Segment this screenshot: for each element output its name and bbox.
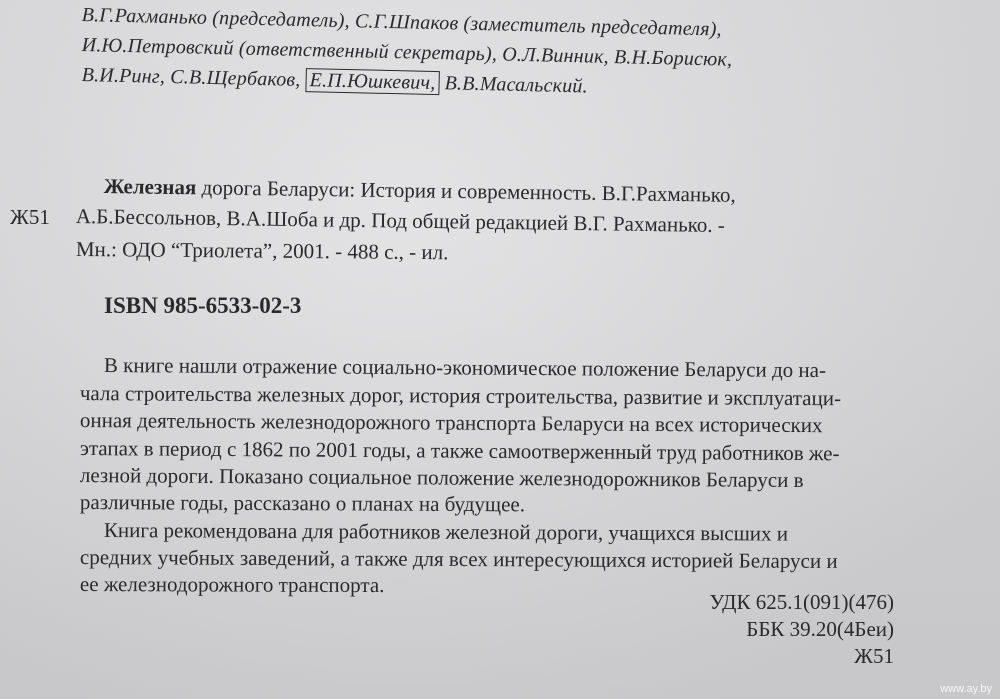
annotation-p2-line-2: средних учебных заведений, а также для всех интересующихся историей Беларуси и [79,545,838,573]
isbn: ISBN 985-6533-02-3 [104,293,302,318]
editors-line-3-start: В.И.Ринг, С.В.Щербаков, [81,63,306,92]
editors-line-1: В.Г.Рахманько (председатель), С.Г.Шпаков (заместитель председателя), [81,3,723,41]
bbk-code: ББК 39.20(4Беи) [746,617,894,641]
catalog-line-3: Мн.: ОДО “Триолета”, 2001. - 488 с., - ил. [75,236,449,265]
catalog-line-1 [104,173,736,208]
annotation-line-5: лезной дороги. Показано социальное положение железнодорожников Беларуси в [79,462,804,493]
editors-line-2: И.Ю.Петровский (ответственный секретарь), О.Л.Винник, В.Н.Борисюк, [81,33,733,71]
annotation-line-2: чала строительства железных дорог, история строительства, развитие и эксплуатаци- [79,380,842,411]
catalog-code-right: Ж51 [854,644,894,668]
editors-line-3-end: В.В.Масальский. [439,72,589,98]
udk-code: УДК 625.1(091)(476) [709,590,894,614]
site-watermark: www.ay.by [940,683,992,695]
catalog-line-2: А.Б.Бессольнов, В.А.Шоба и др. Под общей редакцией В.Г. Рахманько. - [75,203,726,238]
catalog-code-left: Ж51 [10,205,50,229]
annotation-p2-line-1: Книга рекомендована для работников железной дороги, учащихся высших и [103,518,789,546]
boxed-editor-name: Е.П.Юшкевич, [305,68,439,95]
annotation-line-4: этапах в период с 1862 по 2001 годы, а также самоотверженный труд работников же- [79,435,840,466]
annotation-p2-line-3: ее железнодорожного транспорта. [79,572,385,598]
catalog-title-rest: дорога Беларуси: История и современность. В.Г.Рахманько, [196,175,736,207]
annotation-line-1: В книге нашли отражение социально-экономическое положение Беларуси до на- [103,352,827,383]
annotation-line-3: онная деятельность железнодорожного транспорта Беларуси на всех исторических [79,407,823,438]
annotation-line-6: различные годы, рассказано о планах на будущее. [79,490,526,517]
catalog-title-bold: Железная [103,173,197,200]
